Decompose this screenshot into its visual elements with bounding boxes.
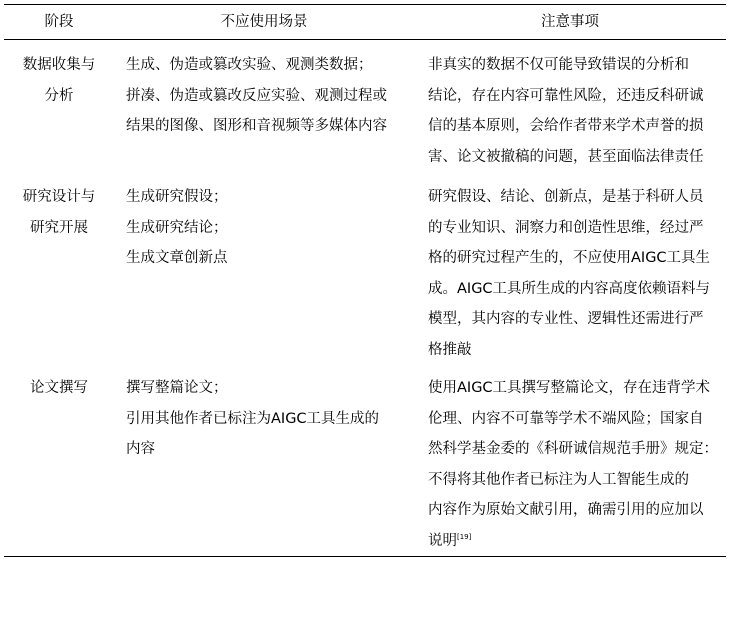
header-prohibited-uses: 不应使用场景 (114, 5, 414, 40)
use-line: 生成、伪造或篡改实验、观测类数据； (126, 57, 373, 73)
notes-cell (414, 40, 726, 173)
use-line: 生成研究结论； (126, 219, 228, 236)
use-line: 内容 (126, 441, 155, 457)
use-line: 生成研究假设； (126, 189, 228, 205)
note-line: 成。AIGC工具所生成的内容高度依赖语料与 (428, 280, 711, 297)
note-line: 格的研究过程产生的，不应使用AIGC工具生 (428, 250, 711, 266)
use-line: 生成文章创新点 (126, 250, 228, 266)
stage-line: 研究设计与 (22, 189, 96, 205)
prohibited-uses-cell (114, 172, 414, 365)
stage-cell (4, 172, 114, 365)
stage-line: 论文撰写 (30, 380, 88, 396)
use-line: 撰写整篇论文； (126, 380, 228, 396)
note-line: 内容作为原始文献引用，确需引用的应加以 (428, 502, 704, 518)
aigc-usage-table (4, 4, 726, 557)
header-notes: 注意事项 (414, 5, 726, 40)
stage-line: 研究开展 (30, 219, 88, 236)
table-header-row (4, 5, 726, 40)
note-line: 使用AIGC工具撰写整篇论文，存在违背学术 (428, 380, 711, 396)
stage-line: 分析 (44, 87, 74, 104)
use-line: 结果的图像、图形和音视频等多媒体内容 (126, 118, 387, 134)
stage-cell (4, 40, 114, 173)
table-row (4, 365, 726, 557)
notes-cell (414, 172, 726, 365)
prohibited-uses-cell (114, 365, 414, 557)
note-line: 格推敲 (428, 341, 472, 358)
prohibited-uses-cell (114, 40, 414, 173)
note-line: 然科学基金委的《科研诚信规范手册》规定： (428, 441, 718, 457)
table-row (4, 40, 726, 173)
note-line: 说明 (428, 532, 457, 549)
note-line: 的专业知识、洞察力和创造性思维，经过严 (428, 219, 704, 236)
note-line: 研究假设、结论、创新点，是基于科研人员 (428, 189, 704, 205)
use-line: 拼凑、伪造或篡改反应实验、观测过程或 (126, 87, 387, 104)
note-line-with-citation (428, 526, 724, 557)
note-line: 结论，存在内容可靠性风险，还违反科研诚 (428, 87, 704, 104)
note-line: 非真实的数据不仅可能导致错误的分析和 (428, 57, 689, 73)
citation-reference: [19] (457, 532, 472, 541)
note-line: 模型，其内容的专业性、逻辑性还需进行严 (428, 311, 704, 327)
use-line: 引用其他作者已标注为AIGC工具生成的 (126, 410, 380, 427)
note-line: 伦理、内容不可靠等学术不端风险；国家自 (428, 410, 704, 427)
header-stage: 阶段 (4, 5, 114, 40)
stage-line: 数据收集与 (22, 57, 96, 73)
note-line: 害、论文被撤稿的问题，甚至面临法律责任 (428, 148, 704, 165)
note-line: 信的基本原则，会给作者带来学术声誉的损 (428, 118, 704, 134)
notes-cell (414, 365, 726, 557)
table-row (4, 172, 726, 365)
stage-cell (4, 365, 114, 557)
note-line: 不得将其他作者已标注为人工智能生成的 (428, 471, 689, 488)
